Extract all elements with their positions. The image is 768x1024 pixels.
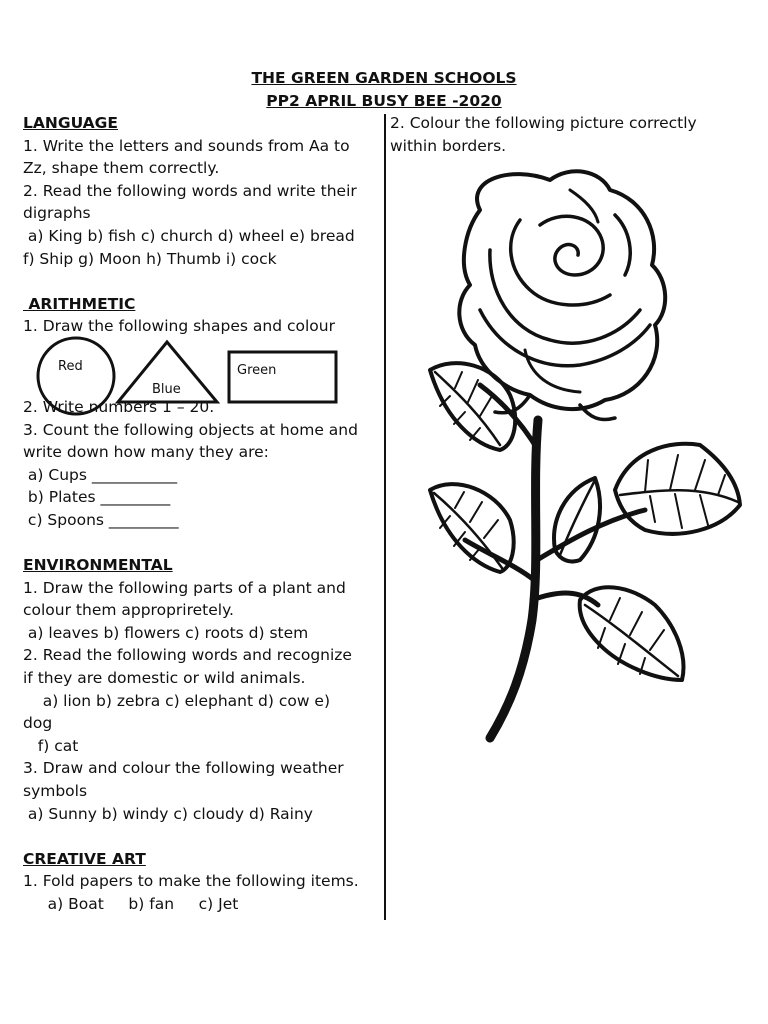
environmental-line: 3. Draw and colour the following weather [23,759,344,778]
language-line: 2. Read the following words and write their [23,181,357,200]
environmental-line: a) Sunny b) windy c) cloudy d) Rainy [23,804,313,823]
arithmetic-line: 2. Write numbers 1 – 20. [23,397,215,416]
creative-art-heading: CREATIVE ART [23,849,146,868]
arithmetic-line: 1. Draw the following shapes and colour [23,317,335,336]
arithmetic-line: a) Cups ___________ [23,465,178,484]
shapes-row [23,338,381,402]
language-line: f) Ship g) Moon h) Thumb i) cock [23,249,277,268]
environmental-line: symbols [23,782,88,801]
circle-label: Red [58,358,83,374]
arithmetic-line: 3. Count the following objects at home and [23,420,358,439]
environmental-line: dog [23,714,53,733]
environmental-line: 1. Draw the following parts of a plant and [23,578,346,597]
environmental-line: if they are domestic or wild animals. [23,669,306,688]
environmental-line: 2. Read the following words and recognize [23,646,352,665]
rectangle-label: Green [237,362,277,378]
language-line: Zz, shape them correctly. [23,159,220,178]
right-column [390,112,750,157]
rose-leaf [554,478,600,562]
environmental-heading: ENVIRONMENTAL [23,556,173,575]
rose-illustration [420,160,750,750]
language-line: 1. Write the letters and sounds from Aa to [23,136,350,155]
environmental-line: a) lion b) zebra c) elephant d) cow e) [23,691,331,710]
column-divider [384,114,386,920]
arithmetic-heading: ARITHMETIC [23,294,136,313]
colouring-instruction: within borders. [390,136,507,155]
school-title: THE GREEN GARDEN SCHOOLS [251,69,517,87]
left-column [23,112,381,916]
worksheet-subtitle: PP2 APRIL BUSY BEE -2020 [266,92,502,110]
environmental-line: f) cat [23,736,79,755]
language-line: digraphs [23,204,91,223]
environmental-line: colour them appropriretely. [23,601,234,620]
creative-art-line: 1. Fold papers to make the following items. [23,872,359,891]
arithmetic-line: c) Spoons _________ [23,510,179,529]
colouring-instruction: 2. Colour the following picture correctly [390,114,697,132]
creative-art-line: a) Boat b) fan c) Jet [23,895,239,913]
arithmetic-line: write down how many they are: [23,443,269,462]
language-heading: LANGUAGE [23,114,118,132]
environmental-line: a) leaves b) flowers c) roots d) stem [23,623,309,642]
language-line: a) King b) fish c) church d) wheel e) bread [23,226,355,245]
arithmetic-line: b) Plates _________ [23,488,171,507]
triangle-label: Blue [152,381,181,397]
